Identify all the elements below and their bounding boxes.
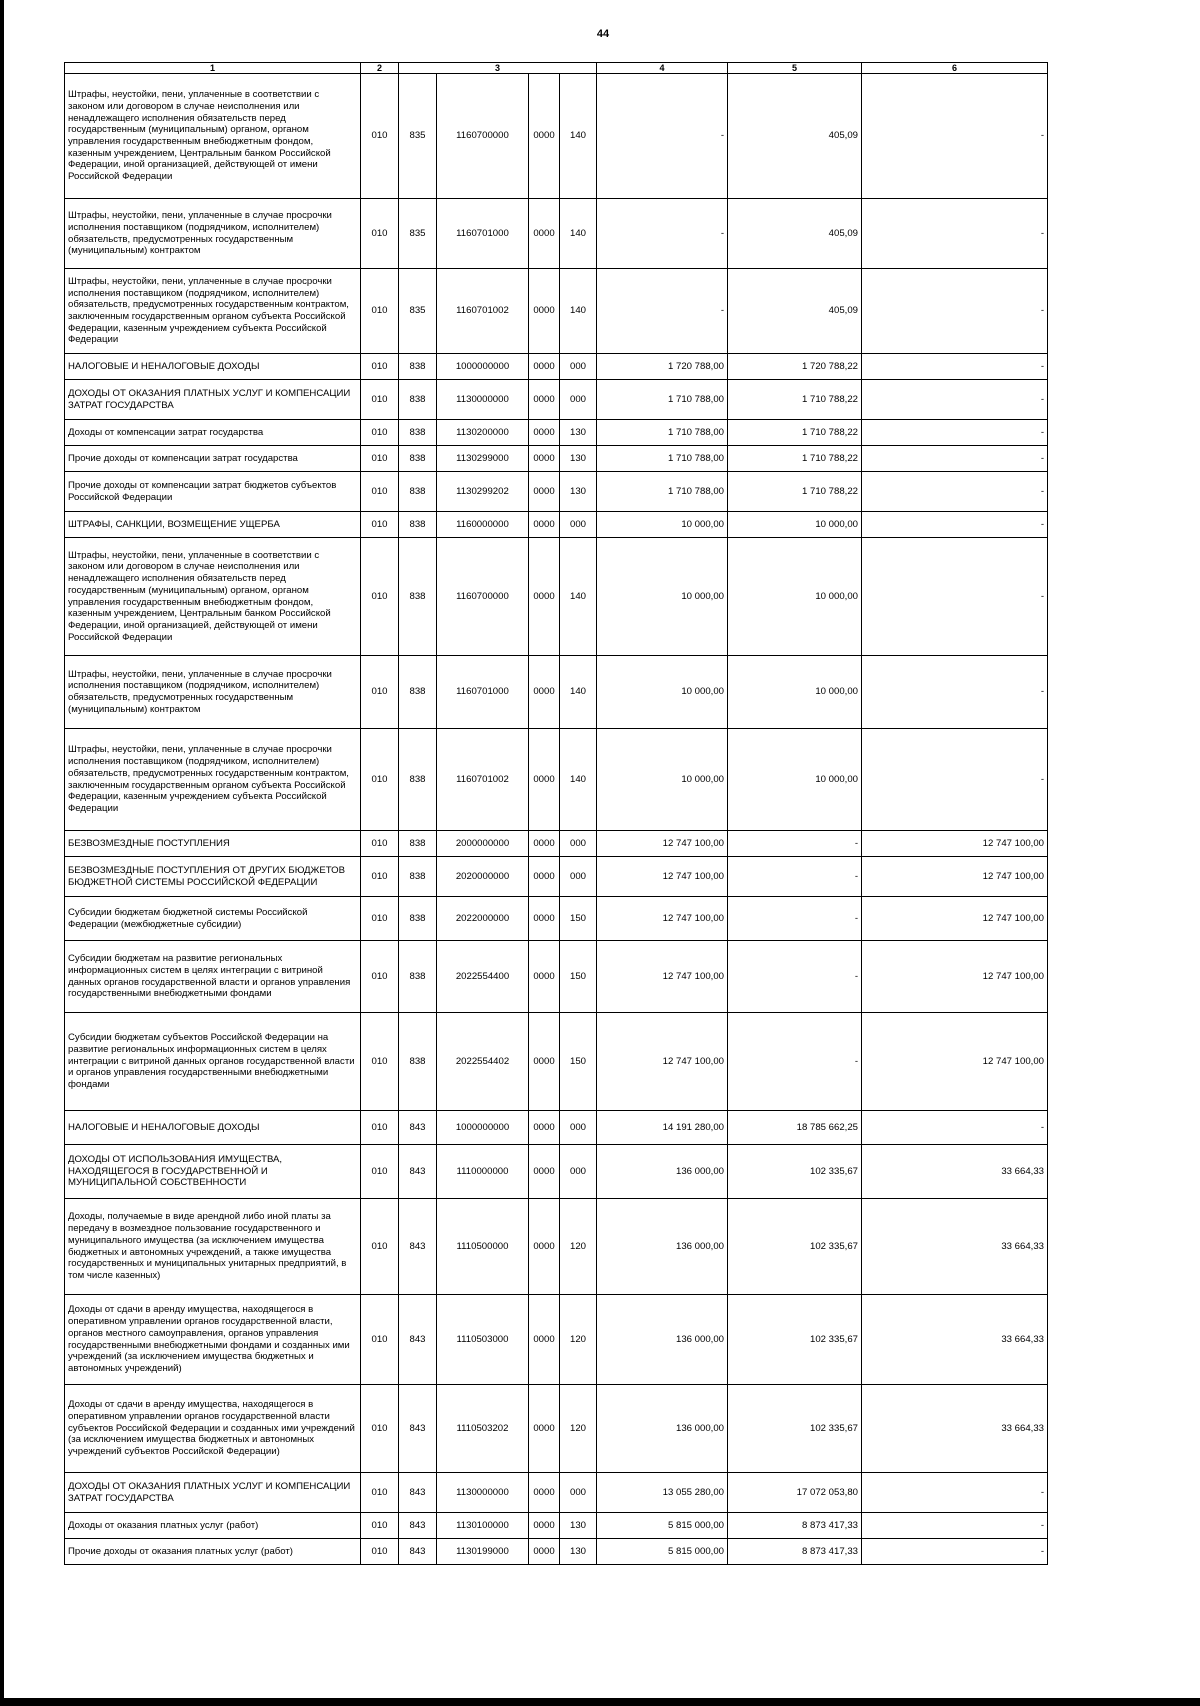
value-col-4: 12 747 100,00 <box>597 897 728 941</box>
value-col-4: - <box>597 269 728 354</box>
row-name: Доходы, получаемые в виде арендной либо иной платы за передачу в возмездное пользование государственного и муниципального имущества (за исключением имущества бюджетных и автономных учреждений, а также имущества государственных и муниципальных унитарных предприятий, в том числе казенных) <box>65 1199 361 1295</box>
value-col-4: 5 815 000,00 <box>597 1539 728 1565</box>
code-section: 010 <box>361 1385 399 1473</box>
code-program: 0000 <box>529 472 560 512</box>
code-section: 010 <box>361 1145 399 1199</box>
value-col-6: - <box>862 354 1048 380</box>
code-kosgu: 140 <box>560 656 597 729</box>
code-admin: 838 <box>399 538 437 656</box>
code-section: 010 <box>361 1539 399 1565</box>
table-row <box>65 1111 1048 1145</box>
header-col-3: 3 <box>399 63 597 74</box>
code-program: 0000 <box>529 941 560 1013</box>
value-col-4: - <box>597 74 728 199</box>
value-col-4: 10 000,00 <box>597 512 728 538</box>
table-row <box>65 831 1048 857</box>
code-kosgu: 000 <box>560 354 597 380</box>
value-col-4: 1 710 788,00 <box>597 420 728 446</box>
code-section: 010 <box>361 538 399 656</box>
code-admin: 843 <box>399 1111 437 1145</box>
code-admin: 838 <box>399 354 437 380</box>
table-row <box>65 74 1048 199</box>
code-program: 0000 <box>529 74 560 199</box>
value-col-5: - <box>728 831 862 857</box>
row-name: ДОХОДЫ ОТ ОКАЗАНИЯ ПЛАТНЫХ УСЛУГ И КОМПЕНСАЦИИ ЗАТРАТ ГОСУДАРСТВА <box>65 380 361 420</box>
value-col-4: 136 000,00 <box>597 1385 728 1473</box>
value-col-5: 405,09 <box>728 199 862 269</box>
code-kosgu: 150 <box>560 897 597 941</box>
row-name: Штрафы, неустойки, пени, уплаченные в соответствии с законом или договором в случае неисполнения или ненадлежащего исполнения обязательств перед государственным (муниципальным) органом, органом управления государственным внебюджетным фондом, казенным учреждением, Центральным банком Российской Федерации, иной организацией, действующей от имени Российской Федерации <box>65 74 361 199</box>
row-name: Штрафы, неустойки, пени, уплаченные в случае просрочки исполнения поставщиком (подрядчиком, исполнителем) обязательств, предусмотренных государственным (муниципальным) контрактом <box>65 656 361 729</box>
value-col-6: - <box>862 512 1048 538</box>
value-col-6: - <box>862 269 1048 354</box>
code-kbk: 1160701002 <box>437 729 529 831</box>
code-section: 010 <box>361 354 399 380</box>
value-col-5: 405,09 <box>728 74 862 199</box>
value-col-4: - <box>597 199 728 269</box>
table-row <box>65 1539 1048 1565</box>
value-col-6: - <box>862 472 1048 512</box>
code-kosgu: 120 <box>560 1295 597 1385</box>
table-row <box>65 199 1048 269</box>
table-row <box>65 1513 1048 1539</box>
code-admin: 843 <box>399 1385 437 1473</box>
value-col-4: 136 000,00 <box>597 1199 728 1295</box>
code-program: 0000 <box>529 1539 560 1565</box>
code-kbk: 1130200000 <box>437 420 529 446</box>
value-col-4: 5 815 000,00 <box>597 1513 728 1539</box>
code-kosgu: 130 <box>560 446 597 472</box>
code-kbk: 1110503202 <box>437 1385 529 1473</box>
value-col-4: 14 191 280,00 <box>597 1111 728 1145</box>
code-program: 0000 <box>529 857 560 897</box>
table-row <box>65 446 1048 472</box>
table-row <box>65 857 1048 897</box>
table-row <box>65 1473 1048 1513</box>
code-admin: 838 <box>399 472 437 512</box>
value-col-5: 10 000,00 <box>728 538 862 656</box>
code-section: 010 <box>361 656 399 729</box>
code-kosgu: 150 <box>560 941 597 1013</box>
row-name: Прочие доходы от оказания платных услуг (работ) <box>65 1539 361 1565</box>
row-name: ШТРАФЫ, САНКЦИИ, ВОЗМЕЩЕНИЕ УЩЕРБА <box>65 512 361 538</box>
value-col-5: - <box>728 857 862 897</box>
code-kbk: 1160000000 <box>437 512 529 538</box>
code-program: 0000 <box>529 380 560 420</box>
code-admin: 838 <box>399 656 437 729</box>
code-program: 0000 <box>529 269 560 354</box>
code-kbk: 1130299202 <box>437 472 529 512</box>
code-kbk: 2022554400 <box>437 941 529 1013</box>
code-kbk: 1130000000 <box>437 380 529 420</box>
row-name: НАЛОГОВЫЕ И НЕНАЛОГОВЫЕ ДОХОДЫ <box>65 1111 361 1145</box>
code-section: 010 <box>361 1199 399 1295</box>
code-admin: 835 <box>399 74 437 199</box>
header-col-4: 4 <box>597 63 728 74</box>
table-row <box>65 512 1048 538</box>
table-body <box>65 63 1048 1565</box>
header-col-2: 2 <box>361 63 399 74</box>
row-name: Штрафы, неустойки, пени, уплаченные в случае просрочки исполнения поставщиком (подрядчиком, исполнителем) обязательств, предусмотренных государственным контрактом, заключенным государственным органом субъекта Российской Федерации, казенным учреждением субъекта Российской Федерации <box>65 269 361 354</box>
code-program: 0000 <box>529 420 560 446</box>
code-program: 0000 <box>529 1473 560 1513</box>
code-program: 0000 <box>529 729 560 831</box>
value-col-4: 136 000,00 <box>597 1295 728 1385</box>
row-name: Прочие доходы от компенсации затрат бюджетов субъектов Российской Федерации <box>65 472 361 512</box>
value-col-6: 33 664,33 <box>862 1385 1048 1473</box>
table-row <box>65 897 1048 941</box>
table-row <box>65 941 1048 1013</box>
code-kosgu: 000 <box>560 380 597 420</box>
value-col-6: 33 664,33 <box>862 1295 1048 1385</box>
code-admin: 843 <box>399 1199 437 1295</box>
code-admin: 838 <box>399 380 437 420</box>
code-kbk: 1110000000 <box>437 1145 529 1199</box>
row-name: БЕЗВОЗМЕЗДНЫЕ ПОСТУПЛЕНИЯ <box>65 831 361 857</box>
code-program: 0000 <box>529 354 560 380</box>
code-admin: 843 <box>399 1513 437 1539</box>
value-col-5: 18 785 662,25 <box>728 1111 862 1145</box>
row-name: Доходы от сдачи в аренду имущества, находящегося в оперативном управлении органов государственной власти субъектов Российской Федерации и созданных ими учреждений (за исключением имущества бюджетных и автономных учреждений субъектов Российской Федерации) <box>65 1385 361 1473</box>
code-kosgu: 000 <box>560 1111 597 1145</box>
code-kbk: 1130100000 <box>437 1513 529 1539</box>
row-name: Штрафы, неустойки, пени, уплаченные в случае просрочки исполнения поставщиком (подрядчиком, исполнителем) обязательств, предусмотренных государственным контрактом, заключенным государственным органом субъекта Российской Федерации, казенным учреждением субъекта Российской Федерации <box>65 729 361 831</box>
code-program: 0000 <box>529 897 560 941</box>
scan-left-edge <box>0 0 4 1700</box>
value-col-4: 1 720 788,00 <box>597 354 728 380</box>
code-admin: 838 <box>399 446 437 472</box>
code-program: 0000 <box>529 512 560 538</box>
value-col-6: - <box>862 74 1048 199</box>
value-col-4: 10 000,00 <box>597 729 728 831</box>
code-section: 010 <box>361 380 399 420</box>
value-col-6: 12 747 100,00 <box>862 857 1048 897</box>
code-kbk: 1130199000 <box>437 1539 529 1565</box>
code-admin: 838 <box>399 831 437 857</box>
value-col-4: 1 710 788,00 <box>597 472 728 512</box>
code-section: 010 <box>361 446 399 472</box>
value-col-5: 8 873 417,33 <box>728 1513 862 1539</box>
code-program: 0000 <box>529 1295 560 1385</box>
code-kosgu: 140 <box>560 199 597 269</box>
table-row <box>65 1199 1048 1295</box>
code-admin: 838 <box>399 420 437 446</box>
code-kosgu: 130 <box>560 420 597 446</box>
code-admin: 838 <box>399 941 437 1013</box>
value-col-6: - <box>862 1513 1048 1539</box>
value-col-4: 10 000,00 <box>597 656 728 729</box>
value-col-5: - <box>728 941 862 1013</box>
row-name: Доходы от оказания платных услуг (работ) <box>65 1513 361 1539</box>
code-kbk: 2022000000 <box>437 897 529 941</box>
row-name: НАЛОГОВЫЕ И НЕНАЛОГОВЫЕ ДОХОДЫ <box>65 354 361 380</box>
code-program: 0000 <box>529 199 560 269</box>
code-section: 010 <box>361 269 399 354</box>
row-name: Субсидии бюджетам субъектов Российской Федерации на развитие региональных информационных систем в целях интеграции с витриной данных органов государственной власти и органов управления государственными внебюджетными фондами <box>65 1013 361 1111</box>
code-kosgu: 130 <box>560 1539 597 1565</box>
value-col-5: - <box>728 897 862 941</box>
code-kbk: 1000000000 <box>437 354 529 380</box>
value-col-4: 13 055 280,00 <box>597 1473 728 1513</box>
code-program: 0000 <box>529 831 560 857</box>
code-program: 0000 <box>529 1145 560 1199</box>
table-row <box>65 1385 1048 1473</box>
code-kbk: 1110503000 <box>437 1295 529 1385</box>
code-kosgu: 120 <box>560 1199 597 1295</box>
code-section: 010 <box>361 74 399 199</box>
code-section: 010 <box>361 1111 399 1145</box>
header-row <box>65 63 1048 74</box>
code-section: 010 <box>361 831 399 857</box>
value-col-6: - <box>862 656 1048 729</box>
value-col-4: 12 747 100,00 <box>597 1013 728 1111</box>
value-col-5: 102 335,67 <box>728 1385 862 1473</box>
code-admin: 843 <box>399 1295 437 1385</box>
code-section: 010 <box>361 472 399 512</box>
scan-bottom-edge <box>0 1698 1200 1706</box>
code-kosgu: 120 <box>560 1385 597 1473</box>
code-kosgu: 000 <box>560 1473 597 1513</box>
value-col-6: 12 747 100,00 <box>862 897 1048 941</box>
value-col-6: - <box>862 1539 1048 1565</box>
value-col-4: 10 000,00 <box>597 538 728 656</box>
row-name: ДОХОДЫ ОТ ОКАЗАНИЯ ПЛАТНЫХ УСЛУГ И КОМПЕНСАЦИИ ЗАТРАТ ГОСУДАРСТВА <box>65 1473 361 1513</box>
code-kosgu: 130 <box>560 472 597 512</box>
code-admin: 843 <box>399 1539 437 1565</box>
header-col-1: 1 <box>65 63 361 74</box>
value-col-5: 102 335,67 <box>728 1145 862 1199</box>
code-kbk: 1110500000 <box>437 1199 529 1295</box>
code-program: 0000 <box>529 1385 560 1473</box>
value-col-6: - <box>862 199 1048 269</box>
code-program: 0000 <box>529 446 560 472</box>
table-row <box>65 729 1048 831</box>
code-kosgu: 140 <box>560 729 597 831</box>
code-kbk: 1160701002 <box>437 269 529 354</box>
code-section: 010 <box>361 857 399 897</box>
revenue-table <box>64 62 1048 1565</box>
row-name: Прочие доходы от компенсации затрат государства <box>65 446 361 472</box>
code-kbk: 1130000000 <box>437 1473 529 1513</box>
code-program: 0000 <box>529 1513 560 1539</box>
code-program: 0000 <box>529 1199 560 1295</box>
value-col-6: - <box>862 446 1048 472</box>
value-col-5: 1 720 788,22 <box>728 354 862 380</box>
code-program: 0000 <box>529 656 560 729</box>
value-col-5: 10 000,00 <box>728 729 862 831</box>
table-row <box>65 269 1048 354</box>
value-col-6: 12 747 100,00 <box>862 941 1048 1013</box>
value-col-5: 102 335,67 <box>728 1199 862 1295</box>
code-admin: 838 <box>399 897 437 941</box>
row-name: Субсидии бюджетам на развитие региональных информационных систем в целях интеграции с витриной данных органов государственной власти и органов управления государственными внебюджетными фондами <box>65 941 361 1013</box>
code-section: 010 <box>361 729 399 831</box>
value-col-4: 12 747 100,00 <box>597 857 728 897</box>
table-row <box>65 1145 1048 1199</box>
code-program: 0000 <box>529 1013 560 1111</box>
table-row <box>65 472 1048 512</box>
code-kbk: 1160700000 <box>437 538 529 656</box>
code-admin: 838 <box>399 729 437 831</box>
code-kbk: 2000000000 <box>437 831 529 857</box>
value-col-5: 1 710 788,22 <box>728 420 862 446</box>
code-admin: 843 <box>399 1473 437 1513</box>
value-col-6: - <box>862 1111 1048 1145</box>
code-admin: 838 <box>399 512 437 538</box>
code-program: 0000 <box>529 538 560 656</box>
value-col-6: - <box>862 538 1048 656</box>
value-col-5: 1 710 788,22 <box>728 446 862 472</box>
code-kosgu: 000 <box>560 857 597 897</box>
code-section: 010 <box>361 1473 399 1513</box>
code-admin: 835 <box>399 269 437 354</box>
code-admin: 838 <box>399 1013 437 1111</box>
code-kosgu: 140 <box>560 538 597 656</box>
code-kbk: 2022554402 <box>437 1013 529 1111</box>
code-section: 010 <box>361 512 399 538</box>
code-section: 010 <box>361 1013 399 1111</box>
code-kbk: 1000000000 <box>437 1111 529 1145</box>
row-name: Штрафы, неустойки, пени, уплаченные в случае просрочки исполнения поставщиком (подрядчиком, исполнителем) обязательств, предусмотренных государственным (муниципальным) контрактом <box>65 199 361 269</box>
value-col-5: 102 335,67 <box>728 1295 862 1385</box>
value-col-6: - <box>862 1473 1048 1513</box>
row-name: ДОХОДЫ ОТ ИСПОЛЬЗОВАНИЯ ИМУЩЕСТВА, НАХОДЯЩЕГОСЯ В ГОСУДАРСТВЕННОЙ И МУНИЦИПАЛЬНОЙ СОБСТВЕННОСТИ <box>65 1145 361 1199</box>
value-col-6: - <box>862 380 1048 420</box>
table-row <box>65 538 1048 656</box>
value-col-4: 12 747 100,00 <box>597 941 728 1013</box>
value-col-6: 33 664,33 <box>862 1199 1048 1295</box>
value-col-5: - <box>728 1013 862 1111</box>
value-col-6: - <box>862 729 1048 831</box>
row-name: БЕЗВОЗМЕЗДНЫЕ ПОСТУПЛЕНИЯ ОТ ДРУГИХ БЮДЖЕТОВ БЮДЖЕТНОЙ СИСТЕМЫ РОССИЙСКОЙ ФЕДЕРАЦИИ <box>65 857 361 897</box>
value-col-5: 1 710 788,22 <box>728 472 862 512</box>
value-col-4: 1 710 788,00 <box>597 380 728 420</box>
header-col-6: 6 <box>862 63 1048 74</box>
table-row <box>65 1295 1048 1385</box>
value-col-5: 1 710 788,22 <box>728 380 862 420</box>
code-section: 010 <box>361 941 399 1013</box>
value-col-4: 136 000,00 <box>597 1145 728 1199</box>
value-col-6: 12 747 100,00 <box>862 1013 1048 1111</box>
code-section: 010 <box>361 420 399 446</box>
table-row <box>65 1013 1048 1111</box>
value-col-6: - <box>862 420 1048 446</box>
value-col-4: 12 747 100,00 <box>597 831 728 857</box>
value-col-6: 12 747 100,00 <box>862 831 1048 857</box>
value-col-5: 17 072 053,80 <box>728 1473 862 1513</box>
code-kosgu: 150 <box>560 1013 597 1111</box>
code-kbk: 1160701000 <box>437 656 529 729</box>
code-section: 010 <box>361 1513 399 1539</box>
code-kbk: 2020000000 <box>437 857 529 897</box>
code-kosgu: 000 <box>560 1145 597 1199</box>
code-admin: 843 <box>399 1145 437 1199</box>
code-program: 0000 <box>529 1111 560 1145</box>
code-kbk: 1160701000 <box>437 199 529 269</box>
code-kosgu: 140 <box>560 74 597 199</box>
row-name: Штрафы, неустойки, пени, уплаченные в соответствии с законом или договором в случае неисполнения или ненадлежащего исполнения обязательств перед государственным (муниципальным) органом, органом управления государственным внебюджетным фондом, казенным учреждением, Центральным банком Российской Федерации, иной организацией, действующей от имени Российской Федерации <box>65 538 361 656</box>
code-admin: 835 <box>399 199 437 269</box>
code-section: 010 <box>361 199 399 269</box>
value-col-5: 10 000,00 <box>728 656 862 729</box>
table-row <box>65 380 1048 420</box>
code-kbk: 1160700000 <box>437 74 529 199</box>
value-col-5: 405,09 <box>728 269 862 354</box>
value-col-5: 10 000,00 <box>728 512 862 538</box>
page-number: 44 <box>596 28 610 40</box>
row-name: Субсидии бюджетам бюджетной системы Российской Федерации (межбюджетные субсидии) <box>65 897 361 941</box>
code-kosgu: 000 <box>560 512 597 538</box>
table-row <box>65 420 1048 446</box>
code-kbk: 1130299000 <box>437 446 529 472</box>
row-name: Доходы от сдачи в аренду имущества, находящегося в оперативном управлении органов государственной власти, органов местного самоуправления, органов управления государственными внебюджетными фондами и созданных ими учреждений (за исключением имущества бюджетных и автономных учреждений) <box>65 1295 361 1385</box>
code-section: 010 <box>361 897 399 941</box>
code-section: 010 <box>361 1295 399 1385</box>
table-row <box>65 354 1048 380</box>
value-col-5: 8 873 417,33 <box>728 1539 862 1565</box>
header-col-5: 5 <box>728 63 862 74</box>
code-kosgu: 000 <box>560 831 597 857</box>
row-name: Доходы от компенсации затрат государства <box>65 420 361 446</box>
code-kosgu: 130 <box>560 1513 597 1539</box>
code-kosgu: 140 <box>560 269 597 354</box>
value-col-6: 33 664,33 <box>862 1145 1048 1199</box>
value-col-4: 1 710 788,00 <box>597 446 728 472</box>
code-admin: 838 <box>399 857 437 897</box>
table-row <box>65 656 1048 729</box>
